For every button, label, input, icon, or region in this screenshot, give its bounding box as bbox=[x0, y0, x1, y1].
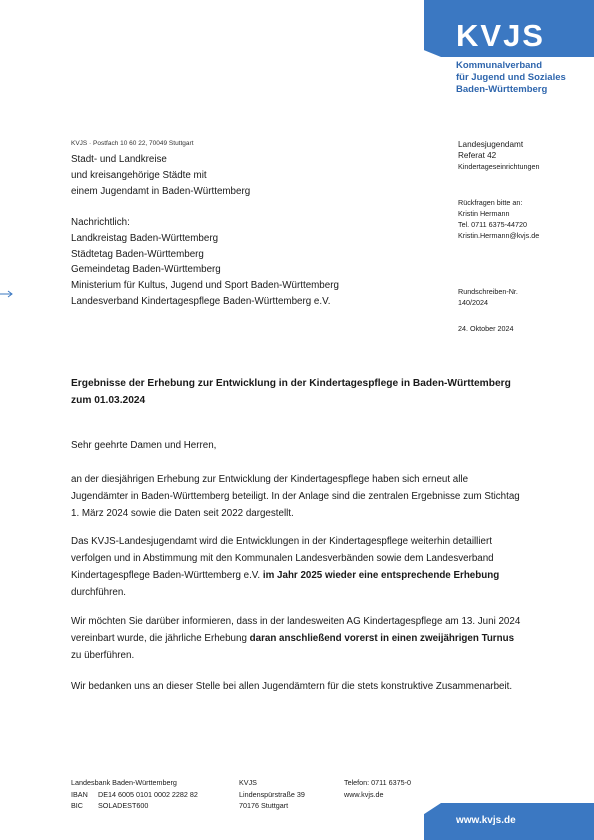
footer-web[interactable]: www.kvjs.de bbox=[344, 789, 384, 799]
footer-phone: Telefon: 0711 6375-0 bbox=[344, 778, 412, 787]
recipient-block bbox=[71, 152, 250, 199]
sidebar-dept: Landesjugendamt bbox=[458, 140, 524, 149]
footer-contact bbox=[344, 777, 411, 800]
p2-text: Das KVJS-Landesjugendamt wird die Entwicklungen in der Kindertagespflege weiterhin detailliert verfolgen und in Abstimmung mit den Kommunalen Landesverbänden sowie dem Landesverband Kindertagespflege Baden-Württemberg e.V. bbox=[71, 536, 494, 581]
footer-street: Lindenspürstraße 39 bbox=[239, 789, 305, 799]
contact-label: Rückfragen bitte an: bbox=[458, 198, 523, 207]
footer-bank-name: Landesbank Baden-Württemberg bbox=[71, 778, 177, 787]
logo-subtitle-line-3: Baden-Württemberg bbox=[456, 84, 548, 95]
cc-block bbox=[71, 215, 339, 310]
footer-bank bbox=[71, 777, 198, 812]
p2-text-end: durchführen. bbox=[71, 587, 127, 598]
footer-org: KVJS bbox=[239, 778, 257, 787]
cc-line: Gemeindetag Baden-Württemberg bbox=[71, 264, 221, 276]
sender-line: KVJS · Postfach 10 60 22, 70049 Stuttgart bbox=[71, 140, 194, 147]
recipient-line: Stadt- und Landkreise bbox=[71, 154, 167, 165]
bic-label: BIC bbox=[71, 801, 83, 810]
sidebar-contact bbox=[458, 197, 539, 241]
cc-line: Ministerium für Kultus, Jugend und Sport Baden-Württemberg bbox=[71, 280, 339, 292]
letter-date: 24. Oktober 2024 bbox=[458, 324, 514, 333]
cc-label: Nachrichtlich: bbox=[71, 217, 130, 228]
footer-address bbox=[239, 777, 305, 812]
cc-line: Landkreistag Baden-Württemberg bbox=[71, 232, 219, 244]
sidebar-department bbox=[458, 139, 540, 172]
footer-banner-url[interactable]: www.kvjs.de bbox=[456, 815, 516, 826]
footer-iban bbox=[71, 789, 198, 801]
body-paragraph-3 bbox=[71, 613, 526, 664]
logo-subtitle bbox=[456, 60, 566, 96]
p3-text-end: zu überführen. bbox=[71, 650, 135, 661]
contact-name: Kristin Hermann bbox=[458, 209, 510, 218]
cc-line: Landesverband Kindertagespflege Baden-Württemberg e.V. bbox=[71, 295, 331, 307]
sidebar-circular bbox=[458, 286, 518, 308]
logo-subtitle-line-2: für Jugend und Soziales bbox=[456, 72, 566, 83]
salutation: Sehr geehrte Damen und Herren, bbox=[71, 440, 217, 451]
circular-number: 140/2024 bbox=[458, 298, 488, 307]
footer-city: 70176 Stuttgart bbox=[239, 801, 289, 810]
recipient-line: und kreisangehörige Städte mit bbox=[71, 169, 207, 181]
p3-text: Wir möchten Sie darüber informieren, dass in der landesweiten AG Kindertagespflege am 13. Juni 2024 vereinbart wurde, die jährliche Erhebung bbox=[71, 616, 521, 644]
logo-subtitle-line-1: Kommunalverband bbox=[456, 60, 543, 71]
iban-value: DE14 6005 0101 0002 2282 82 bbox=[98, 789, 198, 799]
fold-mark-arrow-icon bbox=[0, 290, 14, 298]
p2-emphasis: im Jahr 2025 wieder eine entsprechende Erhebung bbox=[262, 570, 500, 581]
body-paragraph-4: Wir bedanken uns an dieser Stelle bei allen Jugendämtern für die stets konstruktive Zusammenarbeit. bbox=[71, 681, 513, 692]
contact-mail[interactable]: Kristin.Hermann@kvjs.de bbox=[458, 231, 540, 240]
sidebar-area: Kindertageseinrichtungen bbox=[458, 162, 540, 171]
contact-tel: Tel. 0711 6375-44720 bbox=[458, 220, 528, 229]
iban-label: IBAN bbox=[71, 789, 88, 799]
footer-bic bbox=[71, 800, 198, 812]
logo-wordmark: KVJS bbox=[456, 18, 545, 53]
bic-value: SOLADEST600 bbox=[98, 801, 149, 810]
body-paragraph-1: an der diesjährigen Erhebung zur Entwicklung der Kindertagespflege haben sich erneut alle Jugendämter in Baden-Württemberg beteiligt. In der Anlage sind die zentralen Ergebnisse zum Stichtag 1. März 2024 sowie die Daten seit 2022 dargestellt. bbox=[71, 474, 520, 519]
recipient-line: einem Jugendamt in Baden-Württemberg bbox=[71, 185, 251, 197]
cc-line: Städtetag Baden-Württemberg bbox=[71, 248, 204, 260]
circular-label: Rundschreiben-Nr. bbox=[458, 287, 518, 296]
sidebar-ref: Referat 42 bbox=[458, 151, 497, 160]
body-paragraph-2 bbox=[71, 533, 526, 601]
letter-subject: Ergebnisse der Erhebung zur Entwicklung in der Kindertagespflege in Baden-Württemberg zum 01.03.2024 bbox=[71, 378, 511, 406]
p3-emphasis: daran anschließend vorerst in einen zweijährigen Turnus bbox=[249, 633, 515, 644]
